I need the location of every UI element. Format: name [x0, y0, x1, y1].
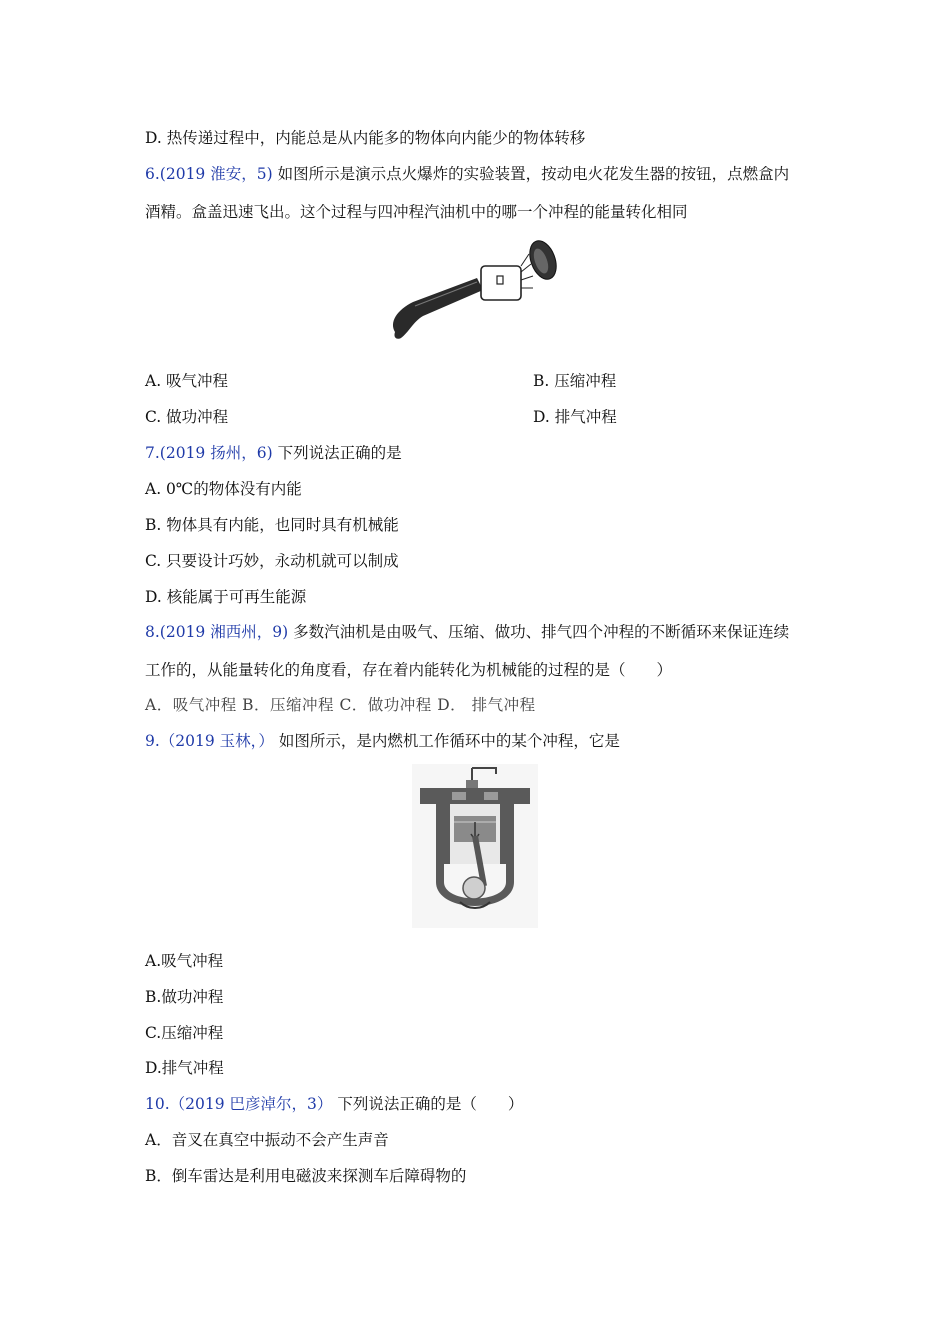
q6-option-a: A. 吸气冲程: [145, 372, 229, 390]
q7-option-a: A. 0℃的物体没有内能: [145, 480, 302, 498]
q10-option-a: A．音叉在真空中振动不会产生声音: [145, 1131, 389, 1149]
ignition-apparatus-figure: [385, 236, 565, 348]
q8-stem-line2: 工作的，从能量转化的角度看，存在着内能转化为机械能的过程的是（ ）: [145, 661, 673, 679]
q10-option-b: B．倒车雷达是利用电磁波来探测车后障碍物的: [145, 1167, 467, 1185]
q7-number: 7.: [145, 444, 160, 462]
q6-stem-line1: [145, 164, 789, 184]
q10-number: 10.: [145, 1095, 170, 1113]
q6-text1: 如图所示是演示点火爆炸的实验装置，按动电火花发生器的按钮，点燃盒内: [272, 165, 790, 183]
q6-stem-line2: 酒精。盒盖迅速飞出。这个过程与四冲程汽油机中的哪一个冲程的能量转化相同: [145, 203, 688, 221]
q9-text: 如图所示，是内燃机工作循环中的某个冲程，它是: [273, 732, 620, 750]
q9-source: （2019 玉林，）: [159, 732, 274, 750]
q9-number: 9.: [145, 732, 160, 750]
q7-option-b: B. 物体具有内能，也同时具有机械能: [145, 516, 399, 534]
q7-option-c: C. 只要设计巧妙，永动机就可以制成: [145, 552, 399, 570]
q10-text: 下列说法正确的是（ ）: [332, 1095, 524, 1113]
q9-option-d: D.排气冲程: [145, 1059, 224, 1077]
q10-stem: [145, 1094, 523, 1114]
q9-option-a: A.吸气冲程: [145, 952, 224, 970]
q6-source: (2019 淮安，5): [159, 165, 273, 183]
q8-options: A．吸气冲程 B．压缩冲程 C．做功冲程 D． 排气冲程: [145, 696, 536, 714]
q7-source: (2019 扬州，6): [159, 444, 273, 462]
q7-stem: [145, 443, 402, 463]
q9-option-b: B.做功冲程: [145, 988, 224, 1006]
q6-number: 6.: [145, 165, 160, 183]
q10-source: （2019 巴彦淖尔，3）: [169, 1095, 333, 1113]
q7-text: 下列说法正确的是: [272, 444, 402, 462]
q8-text1: 多数汽油机是由吸气、压缩、做功、排气四个冲程的不断循环来保证连续: [288, 623, 790, 641]
q7-option-d: D. 核能属于可再生能源: [145, 588, 307, 606]
engine-stroke-figure: [412, 764, 538, 928]
q8-source: (2019 湘西州，9): [159, 623, 289, 641]
q6-option-c: C. 做功冲程: [145, 408, 229, 426]
q8-number: 8.: [145, 623, 160, 641]
q9-stem: [145, 731, 620, 751]
q6-option-d: D. 排气冲程: [533, 408, 617, 426]
q8-stem-line1: [145, 622, 789, 642]
q6-option-b: B. 压缩冲程: [533, 372, 617, 390]
q5-option-d: D. 热传递过程中，内能总是从内能多的物体向内能少的物体转移: [145, 129, 586, 147]
q9-option-c: C.压缩冲程: [145, 1024, 224, 1042]
